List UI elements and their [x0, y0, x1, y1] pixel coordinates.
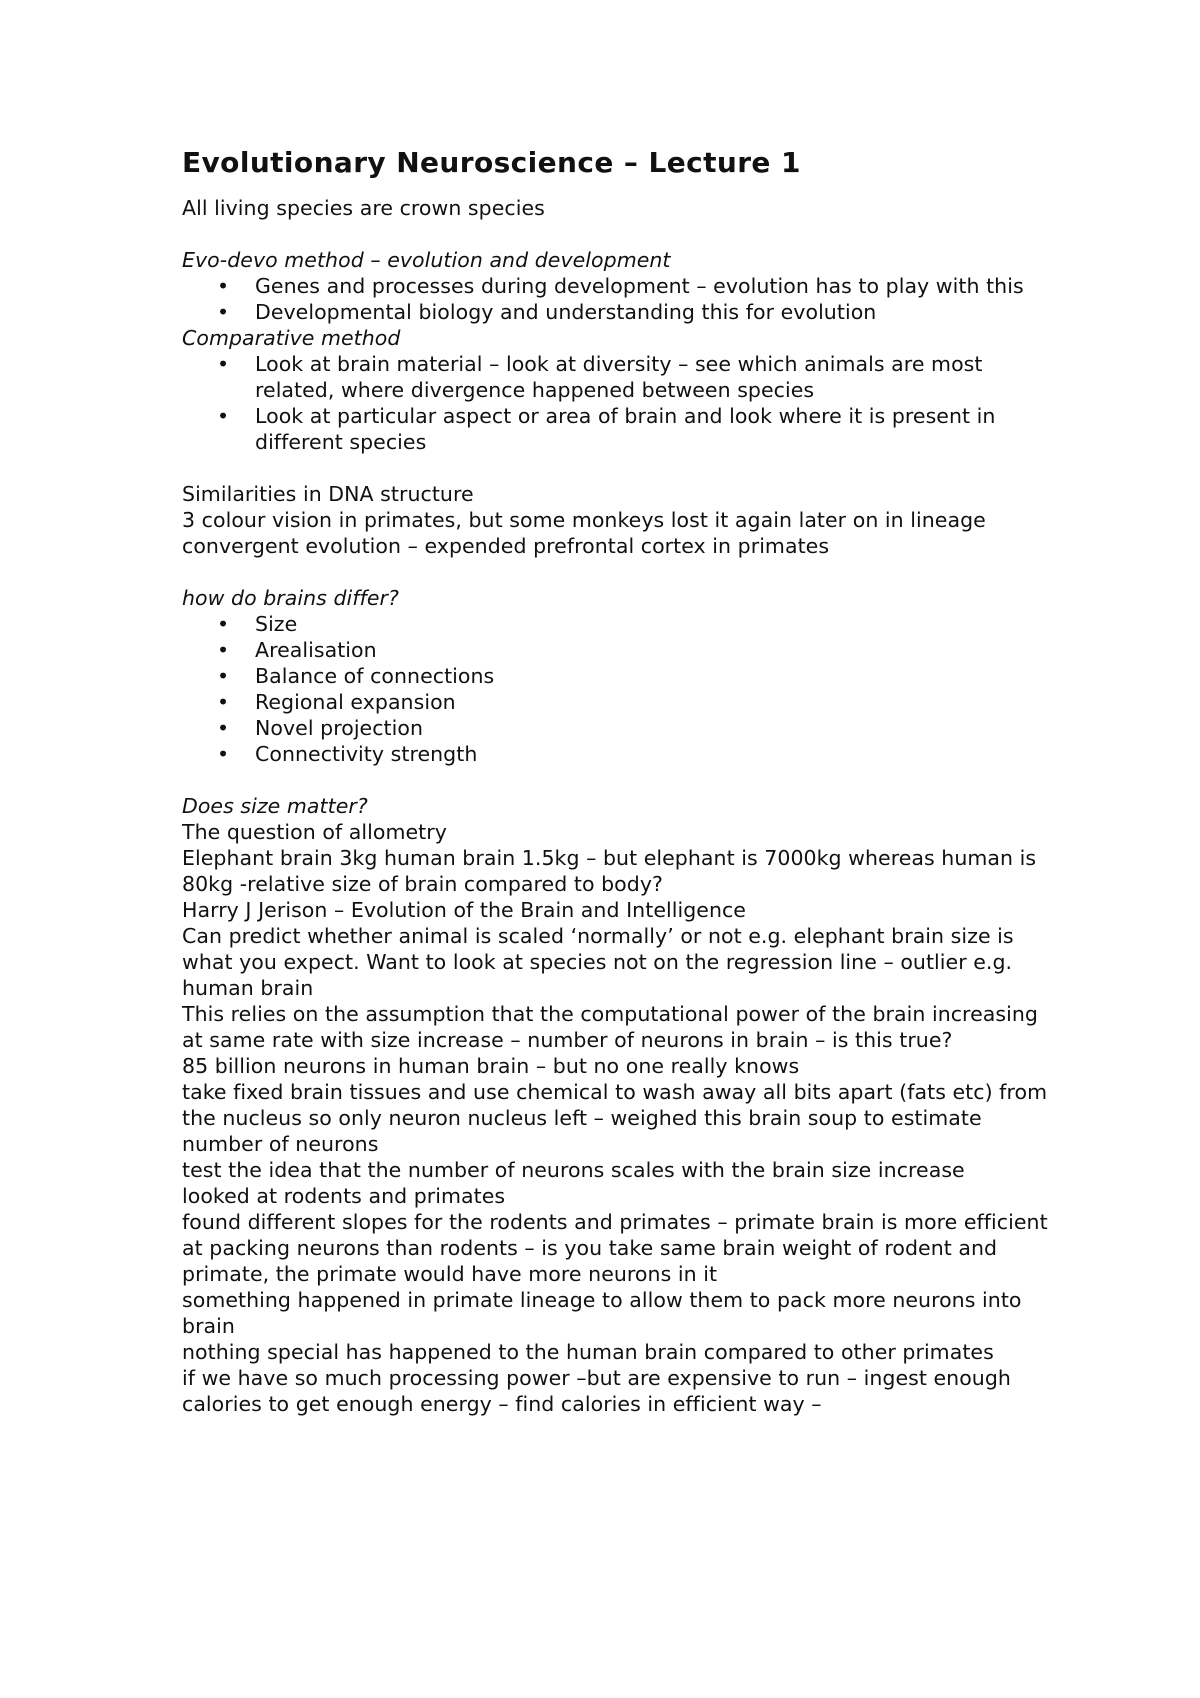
paragraph-line: Can predict whether animal is scaled ‘normally’ or not e.g. elephant brain size is what you expect. Want to look at species not on the regression line – outlier e.g. human brain: [182, 924, 1014, 1000]
spacer: [182, 455, 1062, 481]
list-item: • Look at brain material – look at diversity – see which animals are most related, where divergence happened between species: [182, 351, 1062, 403]
differ-heading: how do brains differ?: [182, 586, 399, 610]
evodevo-heading: Evo-devo method – evolution and development: [182, 248, 671, 272]
paragraph-line: Elephant brain 3kg human brain 1.5kg – but elephant is 7000kg whereas human is 80kg -relative size of brain compared to body?: [182, 846, 1037, 896]
list-item: • Balance of connections: [182, 663, 1062, 689]
paragraph-line: looked at rodents and primates: [182, 1184, 506, 1208]
paragraph-line: Harry J Jerison – Evolution of the Brain and Intelligence: [182, 898, 746, 922]
evodevo-list: [182, 273, 1062, 325]
comparative-list: [182, 351, 1062, 455]
paragraph-line: Similarities in DNA structure: [182, 482, 474, 506]
list-item: • Genes and processes during development – evolution has to play with this: [182, 273, 1062, 299]
intro-line: All living species are crown species: [182, 196, 545, 220]
paragraph-line: This relies on the assumption that the computational power of the brain increasing at same rate with size increase – number of neurons in brain – is this true?: [182, 1002, 1038, 1052]
paragraph-line: The question of allometry: [182, 820, 447, 844]
document-title: Evolutionary Neuroscience – Lecture 1: [182, 146, 801, 179]
spacer: [182, 559, 1062, 585]
differ-list: [182, 611, 1062, 767]
spacer: [182, 221, 1062, 247]
paragraph-line: 85 billion neurons in human brain – but no one really knows: [182, 1054, 800, 1078]
paragraph-line: test the idea that the number of neurons scales with the brain size increase: [182, 1158, 965, 1182]
list-item: • Regional expansion: [182, 689, 1062, 715]
document-page: [182, 143, 1062, 1417]
list-item: • Look at particular aspect or area of brain and look where it is present in different species: [182, 403, 1062, 455]
paragraph-line: convergent evolution – expended prefrontal cortex in primates: [182, 534, 830, 558]
paragraph-line: something happened in primate lineage to allow them to pack more neurons into brain: [182, 1288, 1022, 1338]
list-item: • Developmental biology and understanding this for evolution: [182, 299, 1062, 325]
paragraph-line: take fixed brain tissues and use chemical to wash away all bits apart (fats etc) from the nucleus so only neuron nucleus left – weighed this brain soup to estimate number of neurons: [182, 1080, 1048, 1156]
list-item: • Size: [182, 611, 1062, 637]
comparative-heading: Comparative method: [182, 326, 401, 350]
list-item: • Novel projection: [182, 715, 1062, 741]
paragraph-line: found different slopes for the rodents and primates – primate brain is more efficient at packing neurons than rodents – is you take same brain weight of rodent and primate, the primate would have more neurons in it: [182, 1210, 1048, 1286]
paragraph-line: nothing special has happened to the human brain compared to other primates: [182, 1340, 994, 1364]
paragraph-line: if we have so much processing power –but are expensive to run – ingest enough calories to get enough energy – find calories in efficient way –: [182, 1366, 1011, 1416]
list-item: • Arealisation: [182, 637, 1062, 663]
paragraph-line: 3 colour vision in primates, but some monkeys lost it again later on in lineage: [182, 508, 986, 532]
size-heading: Does size matter?: [182, 794, 368, 818]
list-item: • Connectivity strength: [182, 741, 1062, 767]
spacer: [182, 767, 1062, 793]
